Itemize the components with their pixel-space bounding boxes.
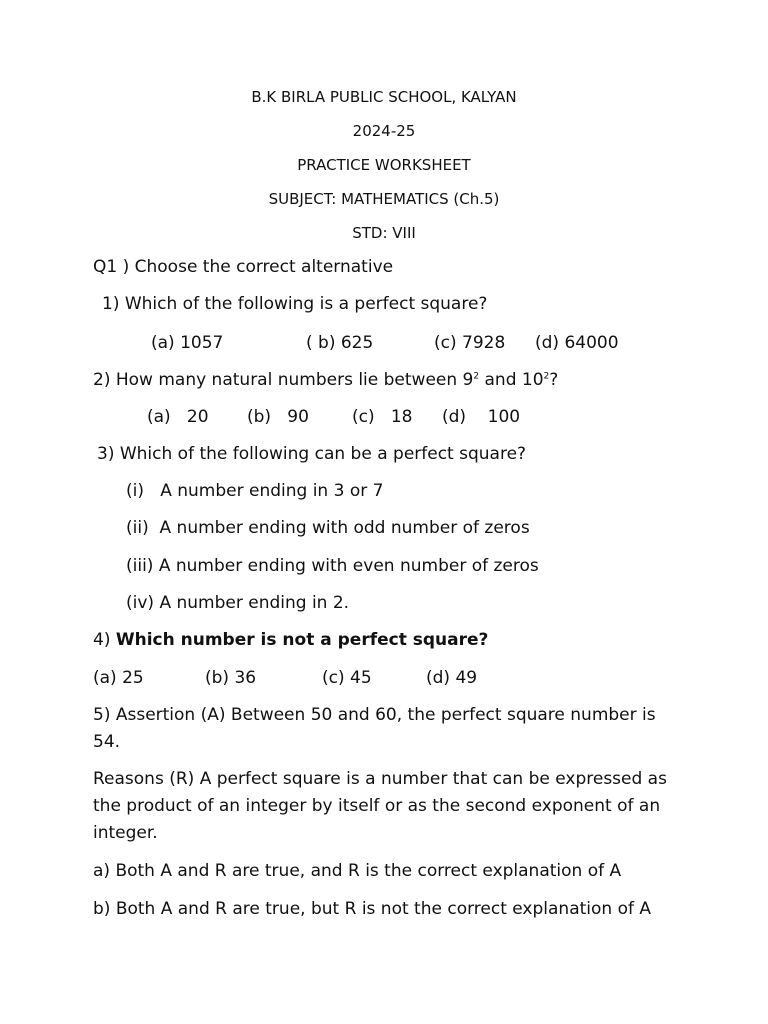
standard-line: STD: VIII bbox=[352, 224, 416, 242]
q4-option-b: (b) 36 bbox=[205, 668, 257, 688]
q2-option-d: (d) 100 bbox=[442, 407, 521, 427]
question-5-assertion: 5) Assertion (A) Between 50 and 60, the perfect square number is 54. bbox=[93, 705, 656, 752]
worksheet-title: PRACTICE WORKSHEET bbox=[297, 156, 471, 174]
question-3: 3) Which of the following can be a perfect square? bbox=[97, 444, 527, 464]
q5-option-b: b) Both A and R are true, but R is not the correct explanation of A bbox=[93, 899, 652, 919]
q3-option-iv: (iv) A number ending in 2. bbox=[126, 593, 350, 613]
question-4-number: 4) bbox=[93, 630, 111, 650]
school-name: B.K BIRLA PUBLIC SCHOOL, KALYAN bbox=[251, 88, 517, 106]
q1-option-c: (c) 7928 bbox=[434, 333, 506, 353]
question-2-text-a: 2) How many natural numbers lie between 9 bbox=[93, 370, 474, 390]
subject-line: SUBJECT: MATHEMATICS (Ch.5) bbox=[268, 190, 500, 208]
question-2-text-b: and 10 bbox=[479, 370, 544, 390]
q1-option-d: (d) 64000 bbox=[535, 333, 619, 353]
q4-option-c: (c) 45 bbox=[322, 668, 372, 688]
q4-option-d: (d) 49 bbox=[426, 668, 478, 688]
question-2-text-c: ? bbox=[549, 370, 559, 390]
q2-option-c: (c) 18 bbox=[352, 407, 413, 427]
exponent-1: 2 bbox=[473, 371, 480, 382]
q1-option-a: (a) 1057 bbox=[151, 333, 224, 353]
q1-heading: Q1 ) Choose the correct alternative bbox=[93, 257, 394, 277]
academic-year: 2024-25 bbox=[352, 122, 416, 140]
exponent-2: 2 bbox=[543, 371, 550, 382]
q3-option-ii: (ii) A number ending with odd number of zeros bbox=[126, 518, 530, 538]
q1-option-b: ( b) 625 bbox=[306, 333, 374, 353]
question-4 bbox=[93, 630, 488, 650]
q2-option-a: (a) 20 bbox=[147, 407, 209, 427]
question-2 bbox=[93, 370, 558, 390]
question-4-text: Which number is not a perfect square? bbox=[115, 630, 489, 650]
q3-option-i: (i) A number ending in 3 or 7 bbox=[126, 481, 384, 501]
q4-option-a: (a) 25 bbox=[93, 668, 144, 688]
question-5-reason: Reasons (R) A perfect square is a number that can be expressed as the product of an integer by itself or as the second exponent of an integer. bbox=[93, 769, 667, 843]
q5-option-a: a) Both A and R are true, and R is the correct explanation of A bbox=[93, 861, 622, 881]
question-1: 1) Which of the following is a perfect square? bbox=[102, 294, 488, 314]
q3-option-iii: (iii) A number ending with even number of zeros bbox=[126, 556, 539, 576]
q2-option-b: (b) 90 bbox=[247, 407, 309, 427]
